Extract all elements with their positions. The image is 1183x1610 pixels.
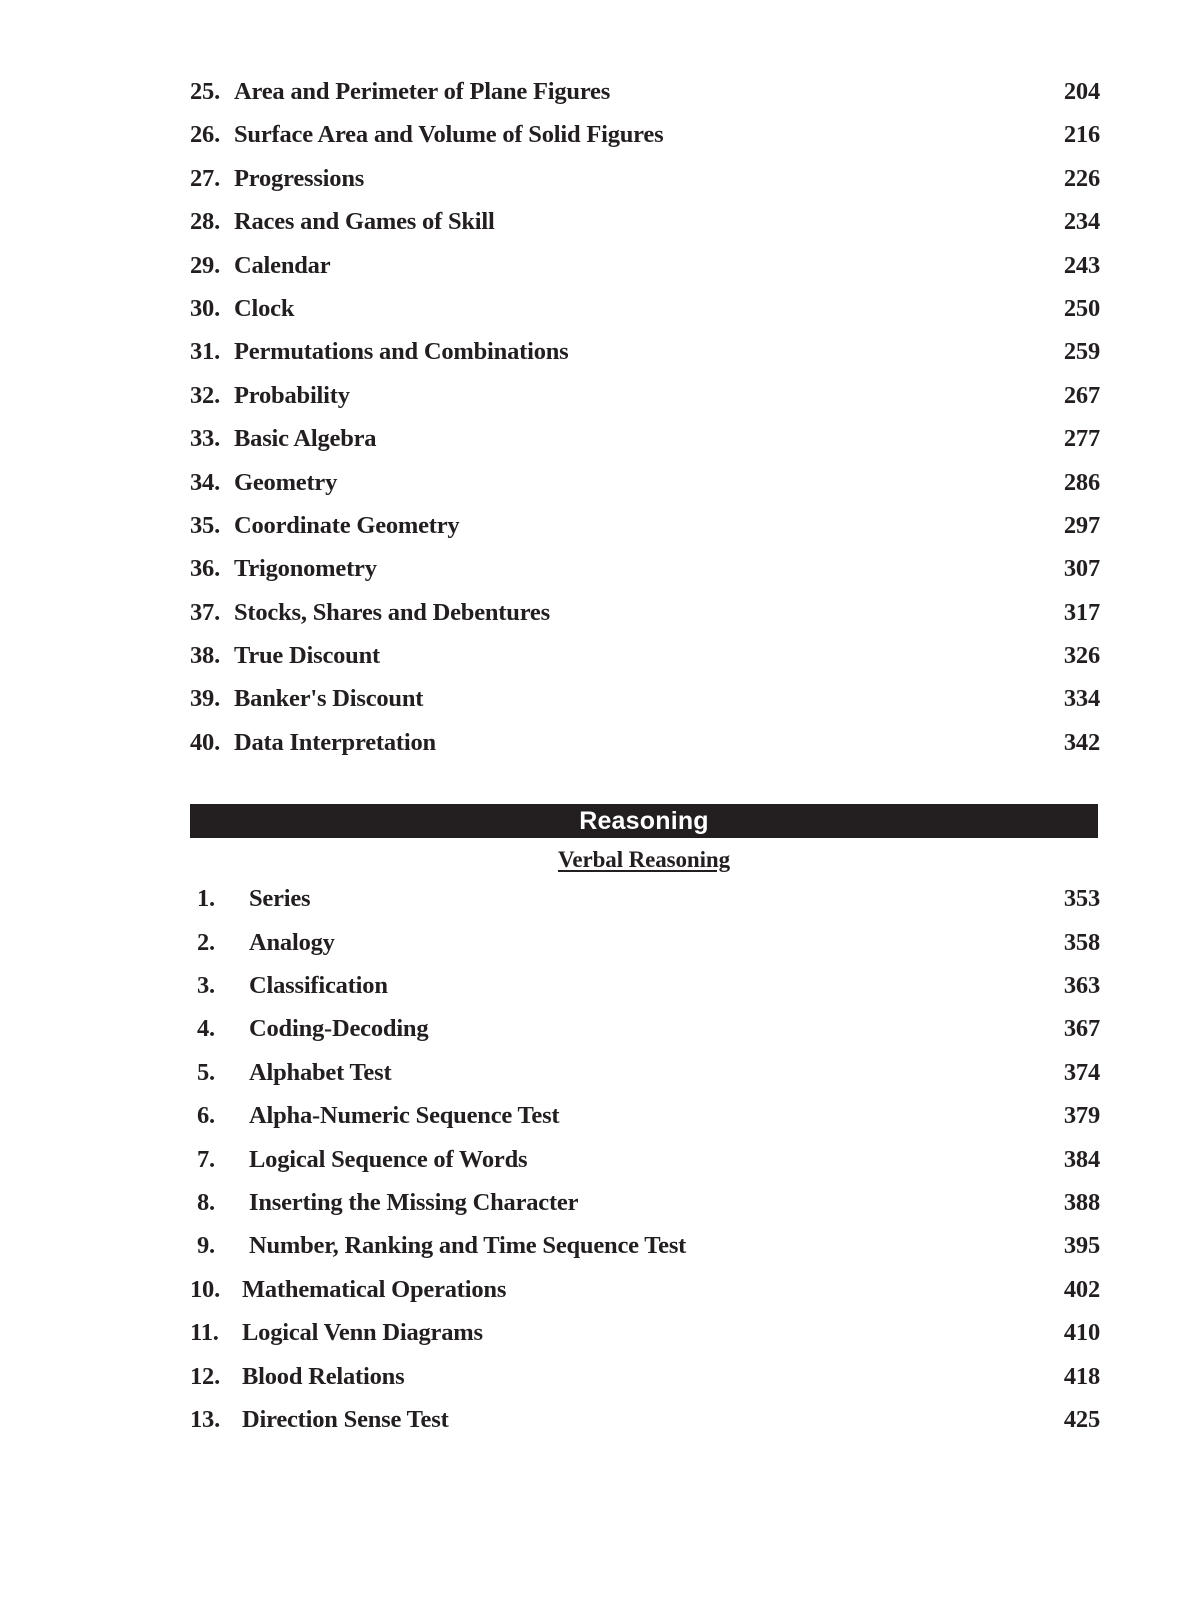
toc-entry-number: 33. [190,425,221,453]
toc-entry[interactable] [190,555,1100,598]
toc-entry[interactable] [190,929,1100,972]
toc-entry-page-number: 418 [1063,1362,1100,1390]
toc-entry-page-number: 367 [1063,1015,1100,1043]
toc-entry-page-number: 234 [1063,208,1100,236]
toc-entry[interactable] [190,425,1100,468]
toc-entry-title: Inserting the Missing Character [249,1188,579,1216]
toc-entry-title: Direction Sense Test [242,1405,449,1433]
toc-entry-title: Alphabet Test [249,1058,392,1086]
toc-entry-page-number: 342 [1063,728,1100,756]
toc-entry[interactable] [190,642,1100,685]
toc-entry-title: Stocks, Shares and Debentures [234,598,550,626]
toc-entry-title: Surface Area and Volume of Solid Figures [234,121,664,149]
toc-entry-number: 8. [197,1188,215,1216]
toc-entry-title: Logical Sequence of Words [249,1145,528,1173]
toc-entry-page-number: 317 [1063,598,1100,626]
toc-entry-title: Races and Games of Skill [234,208,495,236]
toc-entry-title: Analogy [249,928,335,956]
subsection-heading-verbal-reasoning [190,847,1098,873]
toc-entry[interactable] [190,1189,1100,1232]
toc-entry-page-number: 402 [1063,1275,1100,1303]
toc-entry-title: Coding-Decoding [249,1015,429,1043]
toc-entry[interactable] [190,1015,1100,1058]
toc-entry-page-number: 250 [1063,294,1100,322]
toc-entry-title: Series [249,885,311,913]
toc-entry-number: 39. [190,685,221,713]
toc-entry-number: 4. [197,1015,215,1043]
toc-entry[interactable] [190,121,1100,164]
toc-entry[interactable] [190,1276,1100,1319]
toc-entry-number: 10. [190,1275,221,1303]
toc-list-quantitative [190,78,1100,772]
toc-entry-page-number: 374 [1063,1058,1100,1086]
toc-entry-page-number: 216 [1063,121,1100,149]
toc-entry-page-number: 388 [1063,1188,1100,1216]
toc-entry-number: 7. [197,1145,215,1173]
toc-entry[interactable] [190,165,1100,208]
toc-entry-number: 29. [190,251,221,279]
toc-entry-title: Coordinate Geometry [234,511,460,539]
toc-entry-number: 34. [190,468,221,496]
toc-entry-number: 5. [197,1058,215,1086]
toc-entry-title: Progressions [234,164,365,192]
toc-entry-number: 3. [197,972,215,1000]
toc-entry-page-number: 259 [1063,338,1100,366]
toc-entry-page-number: 395 [1063,1232,1100,1260]
toc-entry-page-number: 358 [1063,928,1100,956]
toc-entry-number: 12. [190,1362,221,1390]
toc-entry-number: 27. [190,164,221,192]
section-banner-label: Reasoning [579,806,709,835]
toc-entry-page-number: 307 [1063,555,1100,583]
section-banner-reasoning [190,804,1098,838]
toc-entry-title: Probability [234,381,350,409]
toc-entry-title: Logical Venn Diagrams [242,1319,483,1347]
toc-entry-number: 35. [190,511,221,539]
subsection-heading-label: Verbal Reasoning [558,847,730,873]
toc-entry-title: Mathematical Operations [242,1275,507,1303]
toc-entry[interactable] [190,729,1100,772]
toc-entry[interactable] [190,885,1100,928]
toc-entry-page-number: 410 [1063,1319,1100,1347]
toc-entry-page-number: 297 [1063,511,1100,539]
toc-entry-number: 32. [190,381,221,409]
toc-entry[interactable] [190,338,1100,381]
toc-entry[interactable] [190,1102,1100,1145]
toc-entry-title: Clock [234,294,295,322]
toc-entry-title: Area and Perimeter of Plane Figures [234,78,611,105]
toc-entry-page-number: 243 [1063,251,1100,279]
toc-entry-page-number: 286 [1063,468,1100,496]
toc-entry-page-number: 334 [1063,685,1100,713]
toc-entry[interactable] [190,1319,1100,1362]
toc-entry[interactable] [190,1059,1100,1102]
toc-entry-page-number: 277 [1063,425,1100,453]
toc-entry-number: 25. [190,78,221,105]
toc-entry-number: 28. [190,208,221,236]
toc-content [190,78,1100,1449]
toc-entry-title: Number, Ranking and Time Sequence Test [249,1232,687,1260]
toc-entry-number: 30. [190,294,221,322]
toc-entry-number: 9. [197,1232,215,1260]
toc-entry-number: 2. [197,928,215,956]
toc-entry[interactable] [190,78,1100,121]
toc-entry-number: 31. [190,338,221,366]
toc-entry-page-number: 326 [1063,642,1100,670]
toc-entry[interactable] [190,1363,1100,1406]
toc-entry-title: Banker's Discount [234,685,424,713]
toc-entry-page-number: 226 [1063,164,1100,192]
toc-entry-number: 1. [197,885,215,913]
toc-entry-title: Permutations and Combinations [234,338,569,366]
toc-entry[interactable] [190,295,1100,338]
toc-entry-number: 40. [190,728,221,756]
toc-entry[interactable] [190,1406,1100,1449]
toc-entry-page-number: 363 [1063,972,1100,1000]
toc-entry[interactable] [190,685,1100,728]
toc-entry-title: Geometry [234,468,338,496]
toc-entry[interactable] [190,208,1100,251]
toc-entry-number: 13. [190,1405,221,1433]
toc-entry-title: True Discount [234,642,380,670]
toc-entry-page-number: 204 [1063,78,1100,105]
toc-entry-number: 36. [190,555,221,583]
toc-entry-page-number: 425 [1063,1405,1100,1433]
toc-entry-title: Calendar [234,251,331,279]
toc-entry-page-number: 353 [1063,885,1100,913]
toc-entry[interactable] [190,382,1100,425]
toc-entry[interactable] [190,512,1100,555]
toc-entry-title: Basic Algebra [234,425,377,453]
toc-entry[interactable] [190,469,1100,512]
toc-entry-page-number: 384 [1063,1145,1100,1173]
toc-entry[interactable] [190,252,1100,295]
toc-entry-title: Blood Relations [242,1362,405,1390]
toc-entry-title: Trigonometry [234,555,377,583]
toc-entry-number: 11. [190,1319,219,1347]
toc-entry[interactable] [190,1232,1100,1275]
toc-entry[interactable] [190,972,1100,1015]
toc-entry-number: 6. [197,1102,215,1130]
toc-entry-number: 26. [190,121,221,149]
toc-entry-number: 38. [190,642,221,670]
toc-entry-title: Classification [249,972,388,1000]
toc-list-verbal-reasoning [190,885,1100,1449]
toc-entry-number: 37. [190,598,221,626]
toc-entry-title: Alpha-Numeric Sequence Test [249,1102,560,1130]
toc-entry[interactable] [190,599,1100,642]
toc-entry-page-number: 379 [1063,1102,1100,1130]
toc-entry-title: Data Interpretation [234,728,436,756]
toc-entry[interactable] [190,1146,1100,1189]
toc-entry-page-number: 267 [1063,381,1100,409]
